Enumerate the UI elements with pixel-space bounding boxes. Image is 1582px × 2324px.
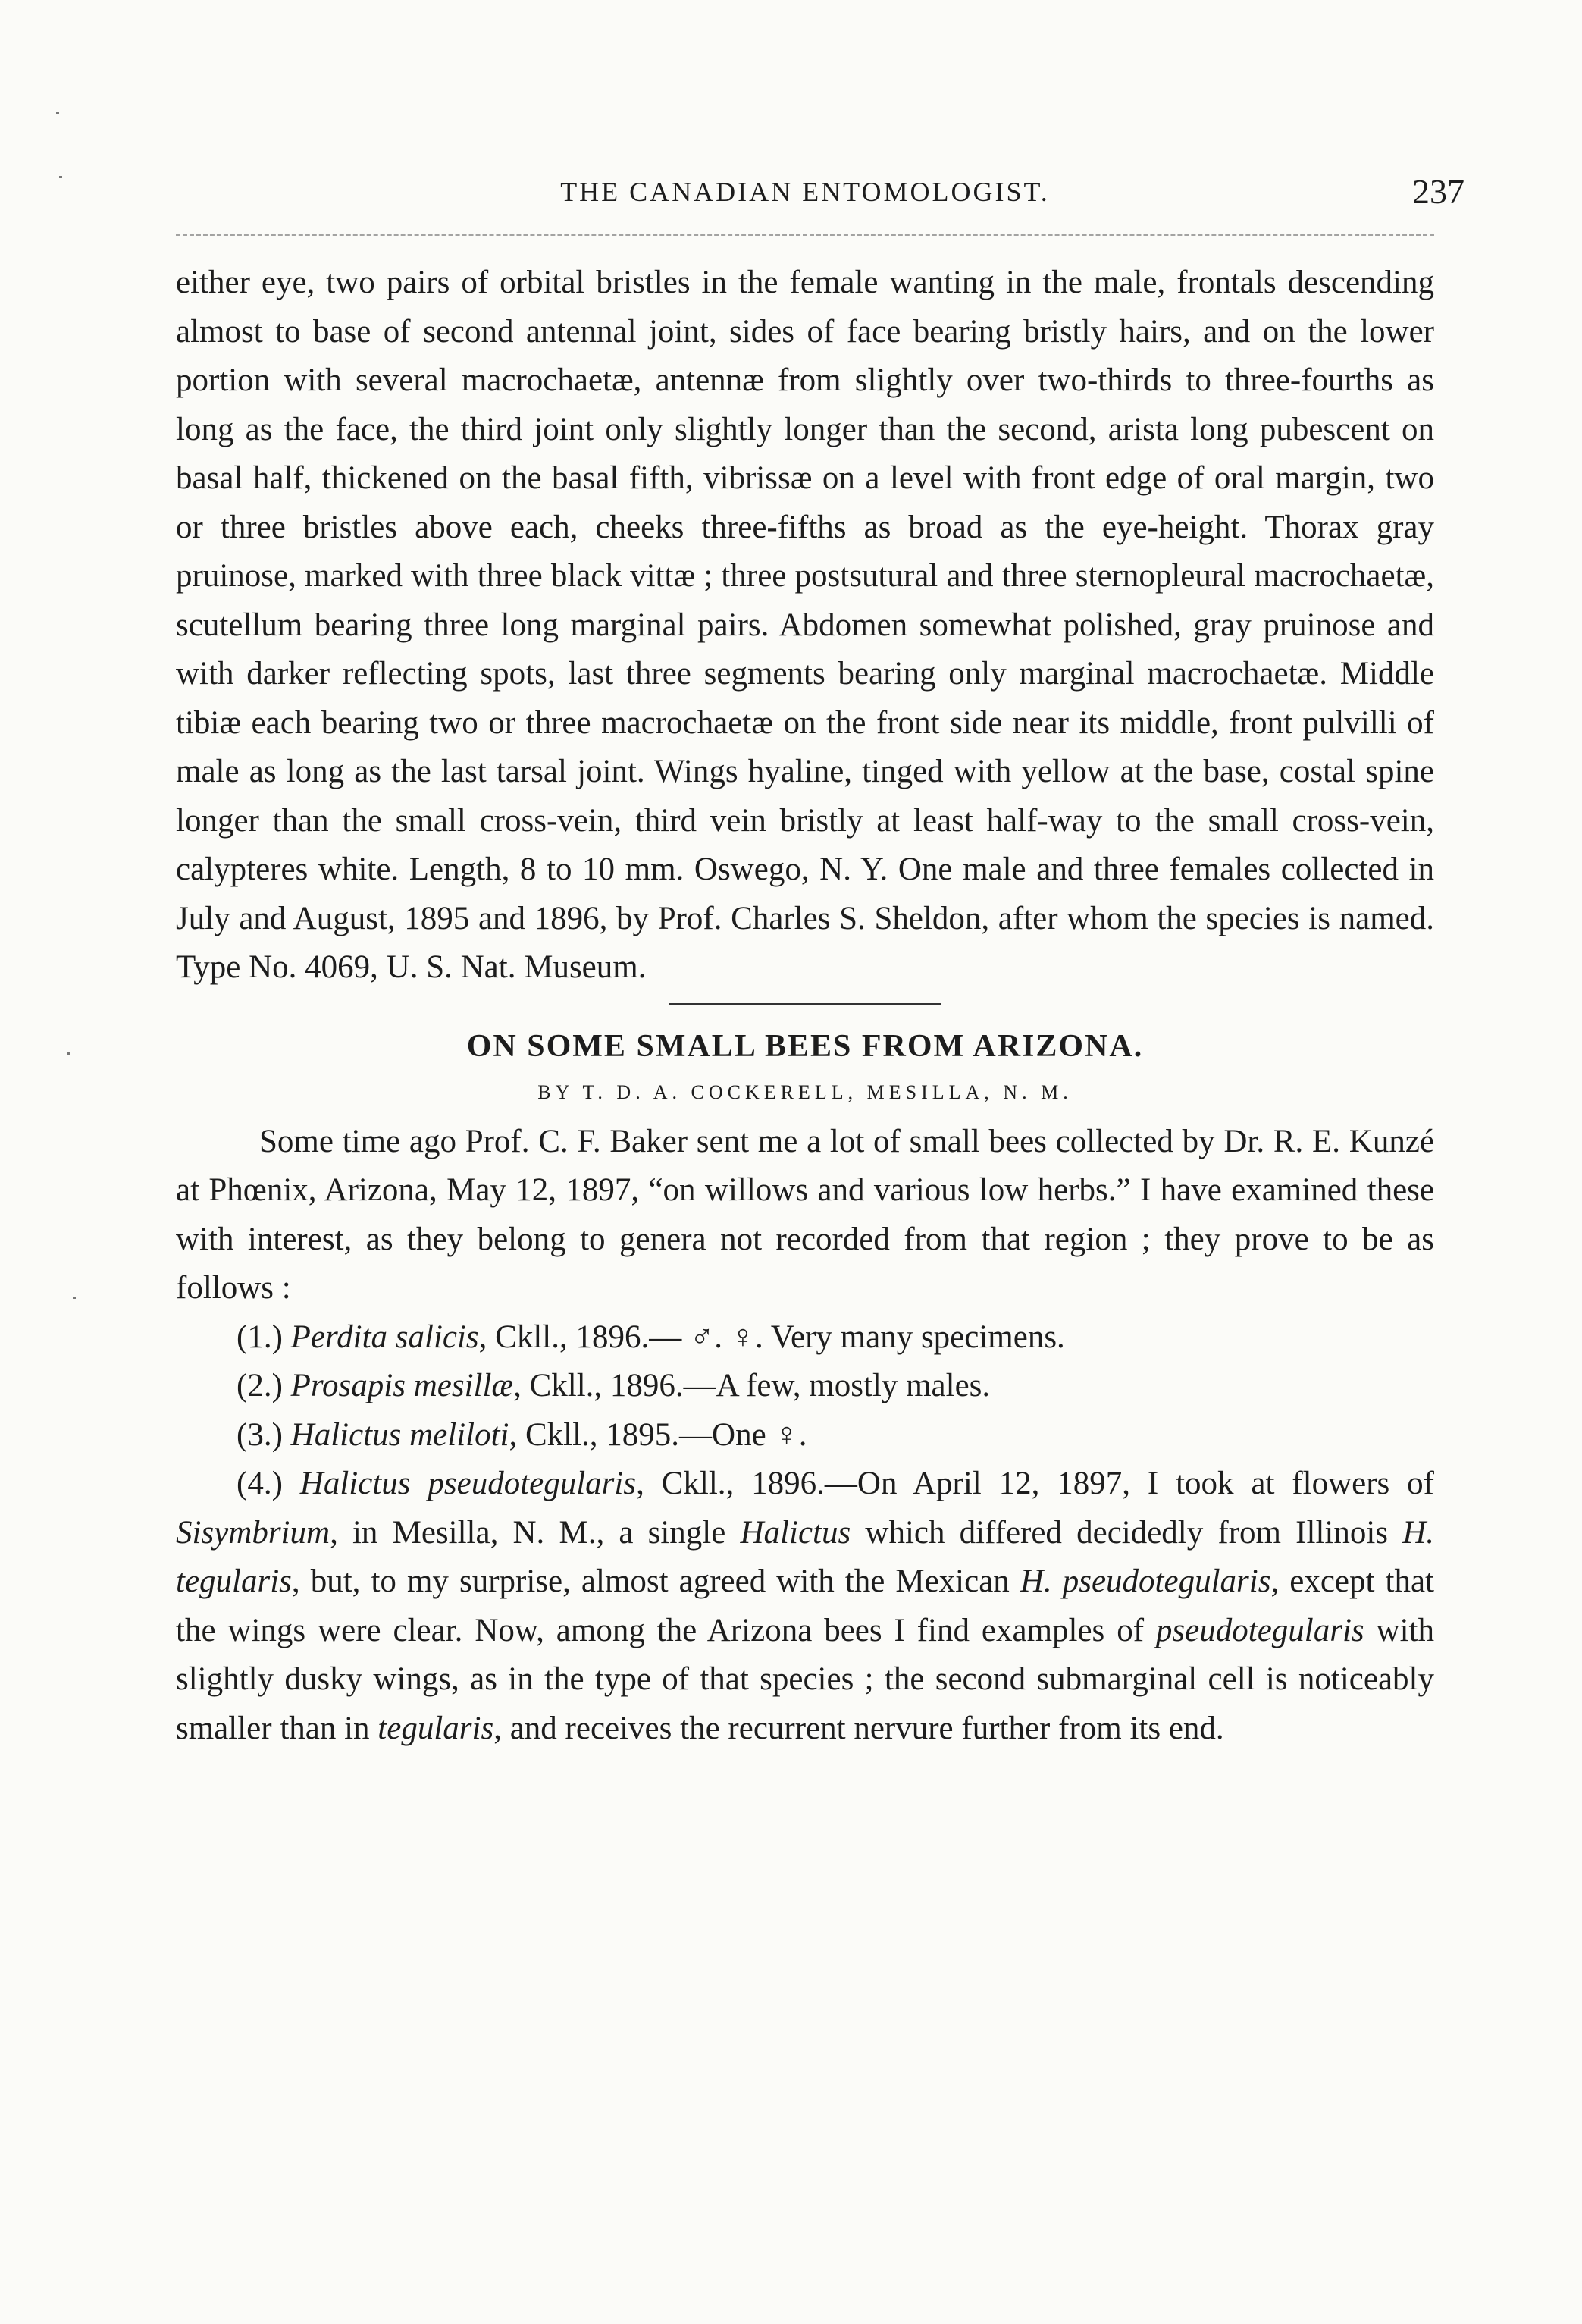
item-text: which differed decidedly from Illinois <box>851 1514 1403 1551</box>
header-rule <box>176 234 1434 236</box>
item-text: , and receives the recurrent nervure further from its end. <box>493 1710 1224 1746</box>
scan-speck <box>56 112 59 114</box>
page-number: 237 <box>1412 172 1465 211</box>
species-name: Perdita salicis <box>290 1319 479 1355</box>
running-head: THE CANADIAN ENTOMOLOGIST. <box>560 177 1050 207</box>
species-item-2 <box>176 1362 1434 1411</box>
item-text: , Ckll., 1896.— ♂. ♀. Very many specimens. <box>478 1319 1065 1355</box>
page-header <box>176 172 1465 221</box>
genus-name: Halictus <box>740 1514 851 1551</box>
article-byline: BY T. D. A. COCKERELL, MESILLA, N. M. <box>537 1080 1073 1103</box>
species-name: Halictus meliloti <box>290 1416 509 1453</box>
continued-paragraph: either eye, two pairs of orbital bristles in the female wanting in the male, frontals descending almost to base of second antennal joint, sides of face bearing bristly hairs, and on the lower portion with several macrochaetæ, antennæ from slightly over two-thirds to three-fourths as long as the face, the third joint only slightly longer than the second, arista long pubescent on basal half, thickened on the basal fifth, vibrissæ on a level with front edge of oral margin, two or three bristles above each, cheeks three-fifths as broad as the eye-height. Thorax gray pruinose, marked with three black vittæ ; three postsutural and three sternopleural macrochaetæ, scutellum bearing three long marginal pairs. Abdomen somewhat polished, gray pruinose and with darker reflecting spots, last three segments bearing only marginal macrochaetæ. Middle tibiæ each bearing two or three macrochaetæ on the front side near its middle, front pulvilli of male as long as the last tarsal joint. Wings hyaline, tinged with yellow at the base, costal spine longer than the small cross-vein, third vein bristly at least half-way to the small cross-vein, calypteres white. Length, 8 to 10 mm. Oswego, N. Y. One male and three females collected in July and August, 1895 and 1896, by Prof. Charles S. Sheldon, after whom the species is named. Type No. 4069, U. S. Nat. Museum. <box>176 265 1434 985</box>
page <box>176 172 1465 1753</box>
species-name: pseudotegularis <box>1155 1612 1364 1648</box>
species-item-4 <box>176 1460 1434 1753</box>
item-text: , except that the wings were clear. Now, among the Arizona bees I find examples of <box>176 1563 1434 1648</box>
item-text: , Ckll., 1896.—On April 12, 1897, I took at flowers of <box>636 1466 1434 1501</box>
item-text: , but, to my surprise, almost agreed with the Mexican <box>291 1563 1020 1599</box>
item-number: (3.) <box>237 1416 283 1453</box>
species-name: tegularis <box>377 1710 494 1746</box>
item-text: with slightly dusky wings, as in the type of that species ; the second submarginal cell is noticeably smaller than in <box>176 1612 1434 1746</box>
item-number: (1.) <box>237 1319 283 1355</box>
item-text: , Ckll., 1895.—One ♀. <box>509 1416 807 1453</box>
species-name: Halictus pseudotegularis <box>299 1466 637 1501</box>
species-item-1 <box>176 1313 1434 1363</box>
scan-speck <box>67 1052 70 1055</box>
species-name: H. tegularis <box>176 1514 1434 1599</box>
article-title: ON SOME SMALL BEES FROM ARIZONA. <box>466 1028 1144 1064</box>
genus-name: Sisymbrium <box>176 1514 330 1551</box>
scan-speck <box>59 176 62 178</box>
item-text: , Ckll., 1896.—A few, mostly males. <box>513 1368 991 1403</box>
scan-speck <box>73 1297 76 1299</box>
species-item-3 <box>176 1411 1434 1460</box>
section-divider <box>669 1003 941 1005</box>
item-text: , in Mesilla, N. M., a single <box>330 1514 741 1551</box>
species-name: H. pseudotegularis <box>1020 1563 1271 1599</box>
item-number: (4.) <box>237 1466 283 1501</box>
item-number: (2.) <box>237 1368 283 1403</box>
intro-paragraph: Some time ago Prof. C. F. Baker sent me a lot of small bees collected by Dr. R. E. Kunzé at Phœnix, Arizona, May 12, 1897, “on willows and various low herbs.” I have examined these with interest, as they belong to genera not recorded from that region ; they prove to be as follows : <box>176 1123 1434 1306</box>
species-name: Prosapis mesillæ <box>290 1368 514 1403</box>
